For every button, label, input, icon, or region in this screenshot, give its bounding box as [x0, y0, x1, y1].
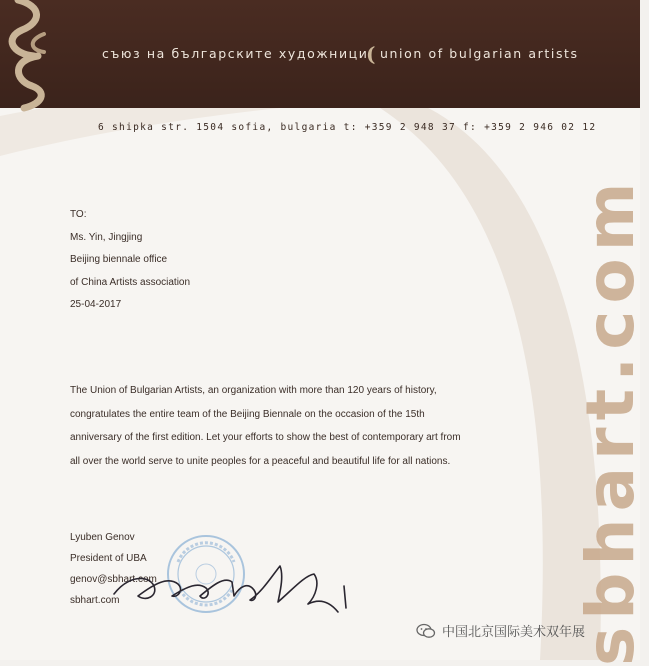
message-line: anniversary of the first edition. Let your efforts to show the best of contemporary art from [70, 432, 461, 443]
message-line: all over the world serve to unite peoples for a peaceful and beautiful life for all nations. [70, 455, 451, 467]
recipient-name: Ms. Yin, Jingjing [70, 231, 143, 243]
org-name-english: union of bulgarian artists [380, 46, 579, 61]
message-line: congratulates the entire team of the Beijing Biennale on the occasion of the 15th [70, 408, 425, 420]
letterhead-band [0, 0, 640, 108]
signatory-website: sbhart.com [70, 595, 120, 606]
signatory-title: President of UBA [70, 553, 147, 564]
signatory-name: Lyuben Genov [70, 532, 135, 543]
header-separator: ( [366, 42, 376, 66]
message-line: The Union of Bulgarian Artists, an organization with more than 120 years of history, [70, 385, 437, 396]
uba-logo-icon [8, 0, 52, 108]
recipient-block [70, 208, 190, 321]
signatory-email: genov@sbhart.com [70, 574, 157, 585]
to-label: TO: [70, 209, 87, 220]
handwritten-signature [108, 546, 378, 616]
address-line: 6 shipka str. 1504 sofia, bulgaria t: +359 2 948 37 f: +359 2 946 02 12 [98, 122, 597, 133]
wechat-account-badge [416, 621, 585, 640]
wechat-account-name: 中国北京国际美术双年展 [442, 625, 586, 640]
letter-date: 25-04-2017 [70, 299, 122, 310]
vertical-website-text: sbhart.com [572, 175, 649, 666]
org-name-bulgarian: съюз на българските художници [102, 46, 369, 61]
wechat-icon [416, 623, 436, 639]
message-body [70, 384, 461, 478]
recipient-org: of China Artists association [70, 276, 191, 288]
recipient-office: Beijing biennale office [70, 254, 168, 265]
